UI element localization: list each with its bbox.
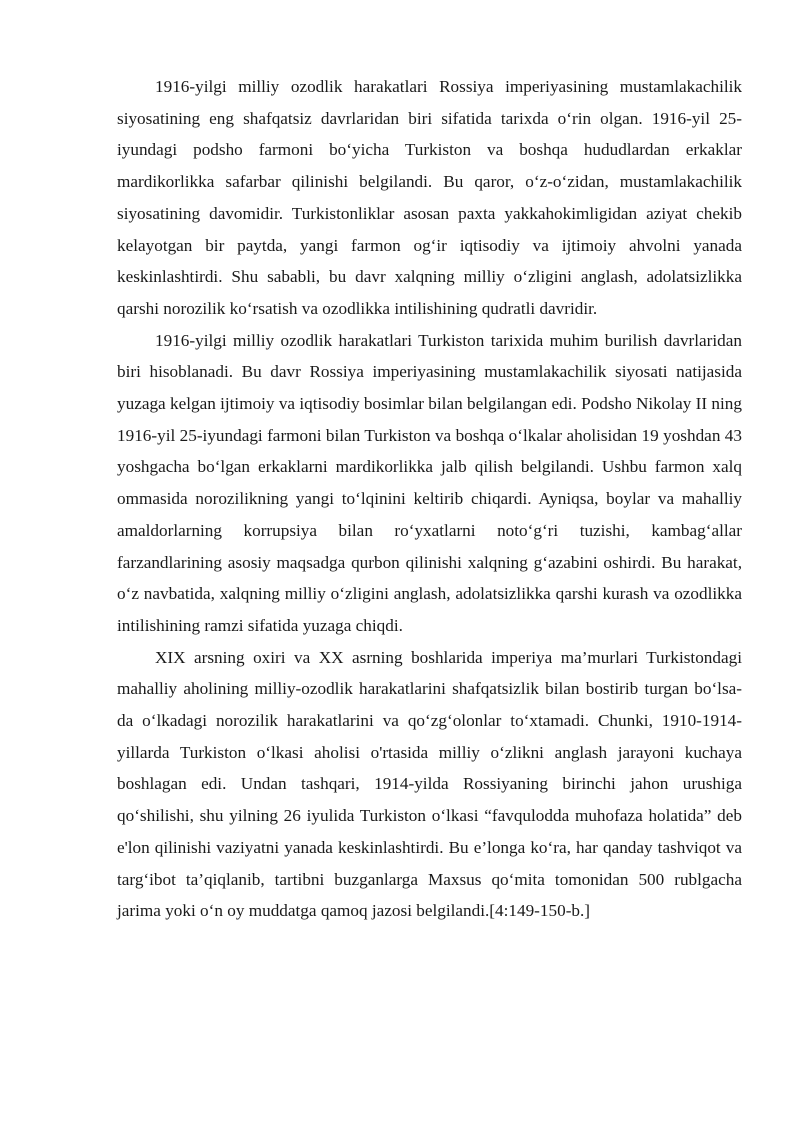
paragraph-3: XIX arsning oxiri va XX asrning boshlarida imperiya ma’murlari Turkistondagi mahalliy aholining milliy-ozodlik harakatlarini shafqatsizlik bilan bostirib turgan bo‘lsa-da o‘lkadagi norozilik harakatlarini va qo‘zg‘olonlar to‘xtamadi. Chunki, 1910-1914-yillarda Turkiston o‘lkasi aholisi o'rtasida milliy o‘zlikni anglash jarayoni kuchaya boshlagan edi. Undan tashqari, 1914-yilda Rossiyaning birinchi jahon urushiga qo‘shilishi, shu yilning 26 iyulida Turkiston o‘lkasi “favqulodda muhofaza holatida” deb e'lon qilinishi vaziyatni yanada keskinlashtirdi. Bu e’longa ko‘ra, har qanday tashviqot va targ‘ibot ta’qiqlanib, tartibni buzganlarga Maxsus qo‘mita tomonidan 500 rublgacha jarima yoki o‘n oy muddatga qamoq jazosi belgilandi.[4:149-150-b.]	[117, 647, 742, 921]
paragraph-1: 1916-yilgi milliy ozodlik harakatlari Rossiya imperiyasining mustamlakachilik siyosatining eng shafqatsiz davrlaridan biri sifatida tarixda o‘rin olgan. 1916-yil 25-iyundagi podsho farmoni bo‘yicha Turkiston va boshqa hududlardan erkaklar mardikorlikka safarbar qilinishi belgilandi. Bu qaror, o‘z-o‘zidan, mustamlakachilik siyosatining davomidir. Turkistonliklar asosan paxta yakkahokimligidan aziyat chekib kelayotgan bir paytda, yangi farmon og‘ir iqtisodiy va ijtimoiy ahvolni yanada keskinlashtirdi. Shu sababli, bu davr xalqning milliy o‘zligini anglash, adolatsizlikka qarshi norozilik ko‘rsatish va ozodlikka intilishining qudratli davridir.	[117, 77, 742, 318]
document-body	[117, 71, 742, 927]
paragraph-2: 1916-yilgi milliy ozodlik harakatlari Turkiston tarixida muhim burilish davrlaridan biri hisoblanadi. Bu davr Rossiya imperiyasining mustamlakachilik siyosati natijasida yuzaga kelgan ijtimoiy va iqtisodiy bosimlar bilan belgilangan edi. Podsho Nikolay II ning 1916-yil 25-iyundagi farmoni bilan Turkiston va boshqa o‘lkalar aholisidan 19 yoshdan 43 yoshgacha bo‘lgan erkaklarni mardikorlikka jalb qilish belgilandi. Ushbu farmon xalq ommasida norozilikning yangi to‘lqinini keltirib chiqardi. Ayniqsa, boylar va mahalliy amaldorlarning korrupsiya bilan ro‘yxatlarni noto‘g‘ri tuzishi, kambag‘allar farzandlarining asosiy maqsadga qurbon qilinishi xalqning g‘azabini oshirdi. Bu harakat, o‘z navbatida, xalqning milliy o‘zligini anglash, adolatsizlikka qarshi kurash va ozodlikka intilishining ramzi sifatida yuzaga chiqdi.	[117, 330, 742, 635]
